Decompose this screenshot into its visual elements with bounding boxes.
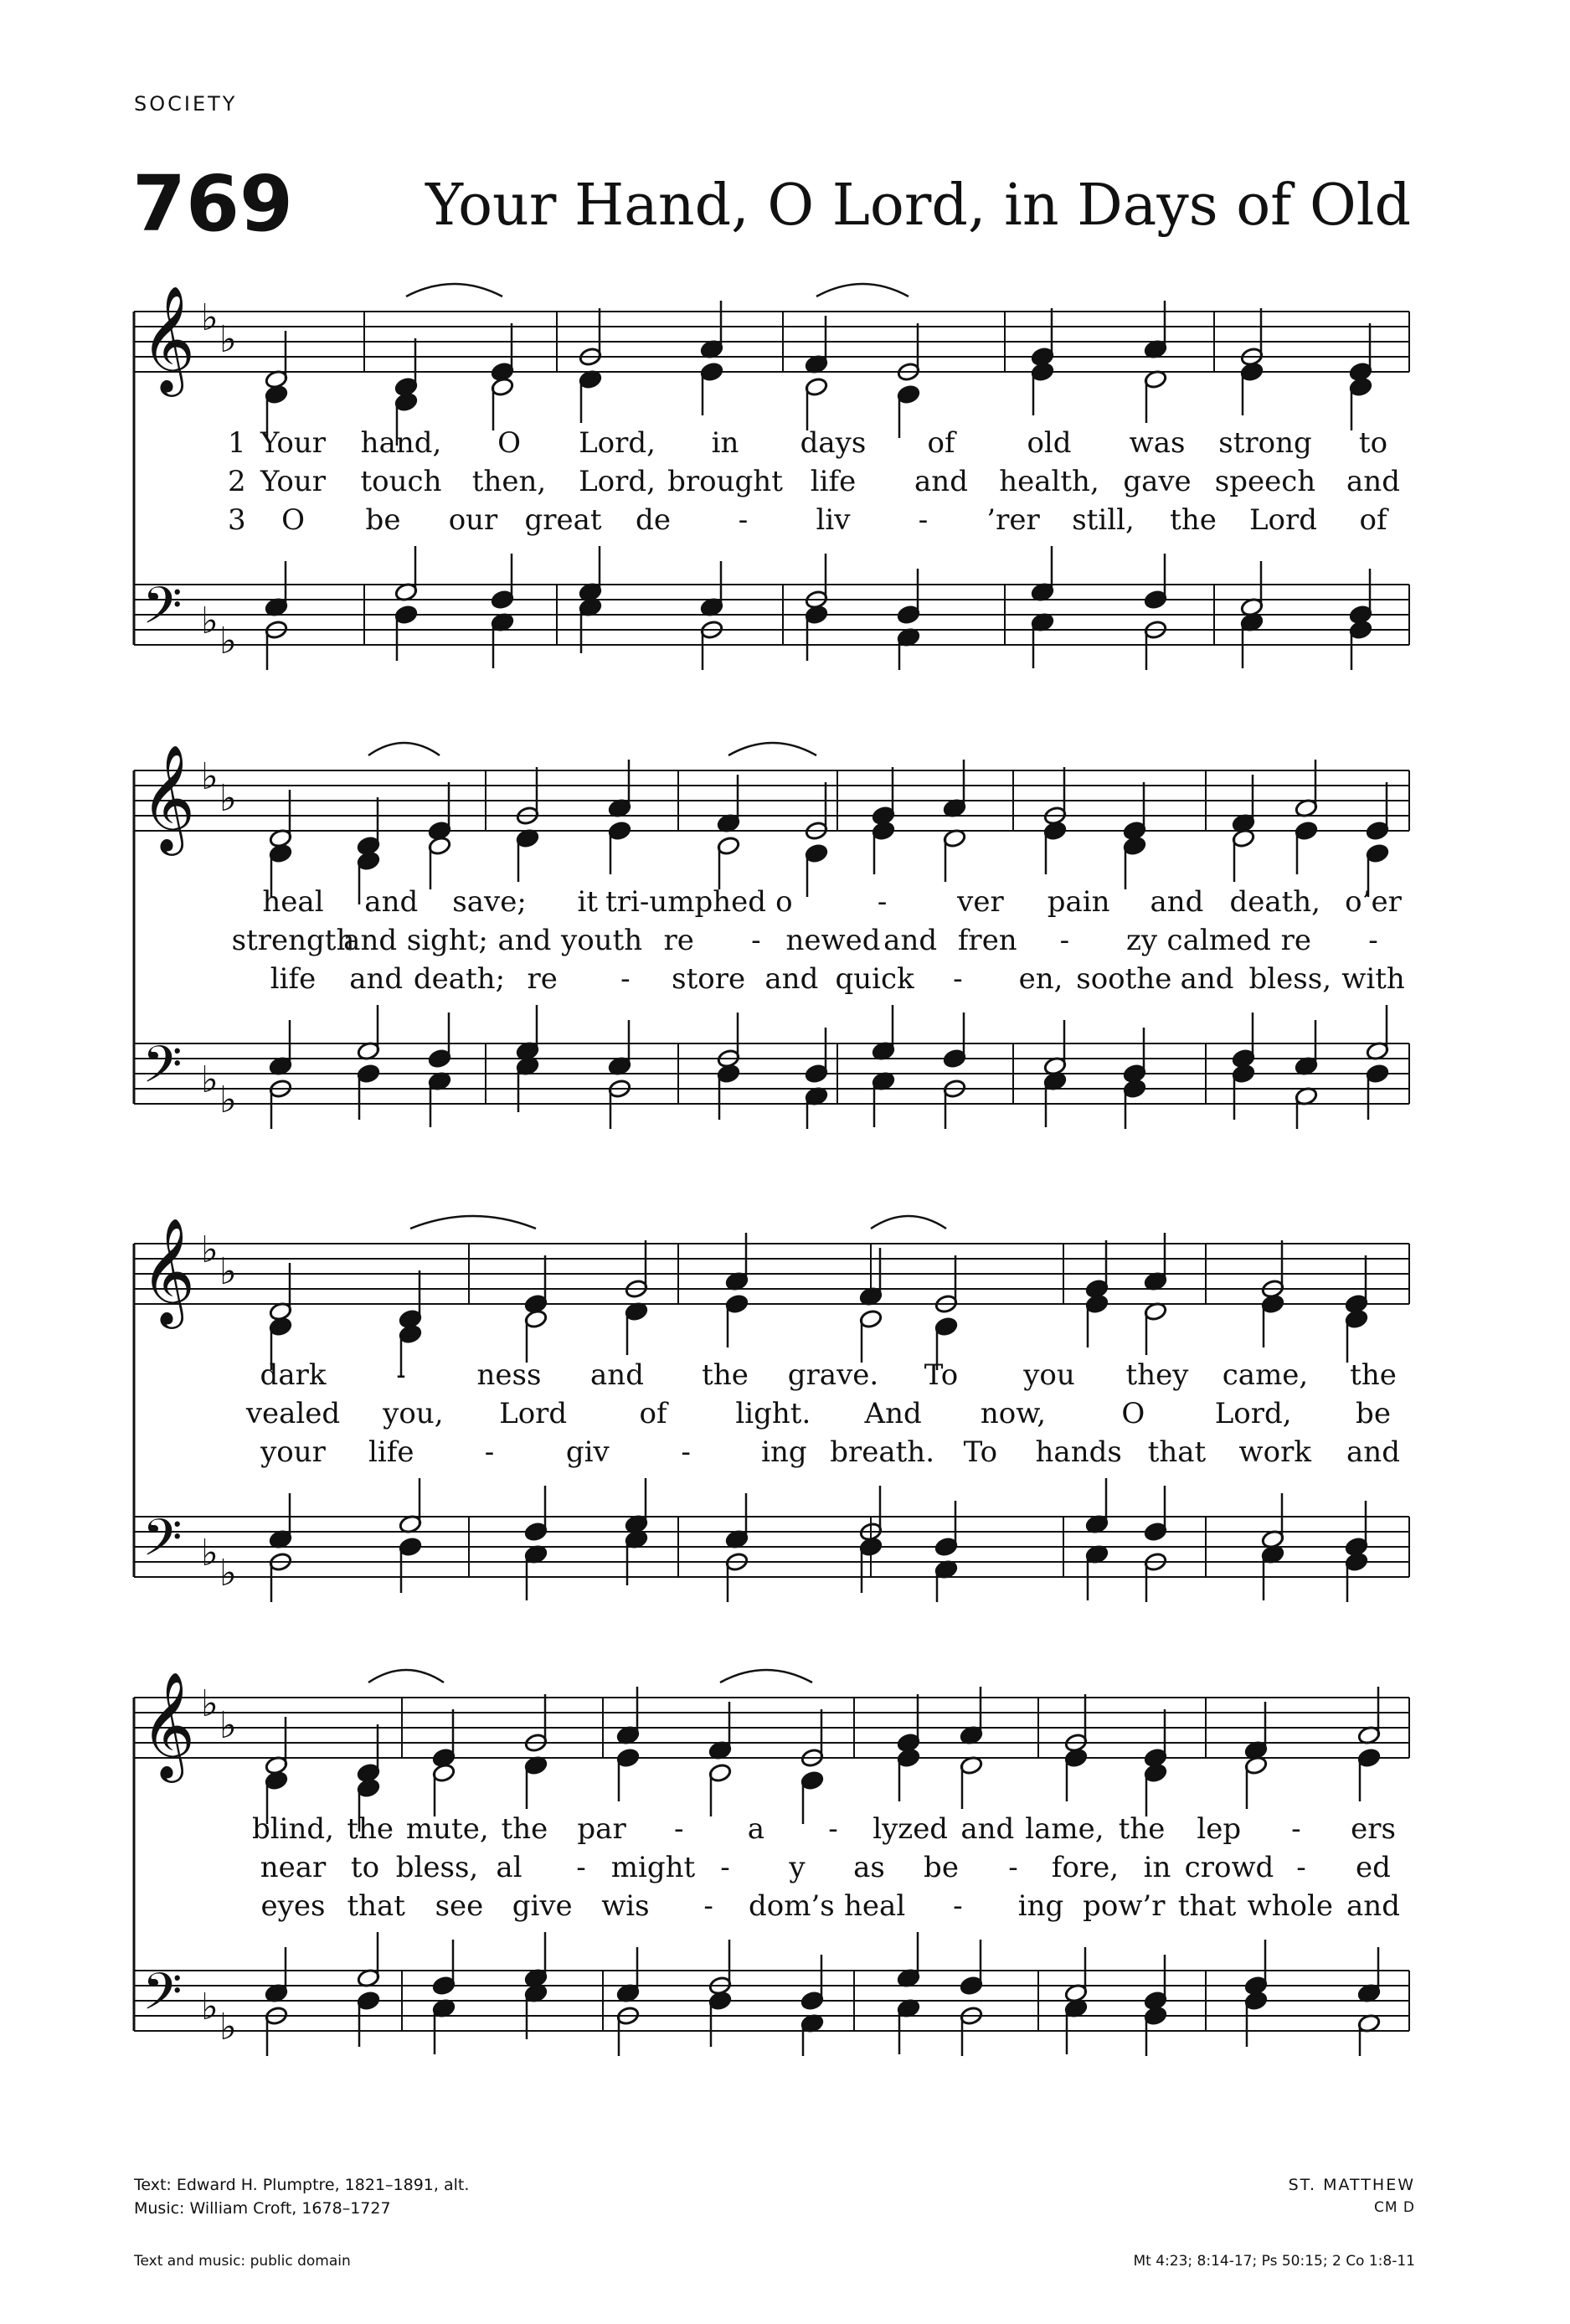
lyric-syllable: and xyxy=(914,465,968,498)
lyric-syllable: you xyxy=(1023,1358,1075,1392)
lyric-syllable: re xyxy=(527,962,558,996)
lyric-syllable: ing xyxy=(761,1435,807,1469)
lyric-syllable: blind, xyxy=(252,1812,334,1846)
lyric-syllable: life xyxy=(368,1435,414,1469)
lyric-syllable: be xyxy=(924,1851,959,1884)
lyric-syllable: still, xyxy=(1072,503,1135,537)
lyric-syllable: came, xyxy=(1222,1358,1309,1392)
lyric-syllable: near xyxy=(260,1851,327,1884)
lyric-syllable: Lord xyxy=(1248,503,1318,537)
footer-credits xyxy=(134,2174,469,2220)
lyric-syllable: in xyxy=(711,426,739,460)
lyric-syllable: with xyxy=(1341,962,1405,996)
lyric-syllable: and xyxy=(960,1812,1015,1846)
lyric-syllable: old xyxy=(1027,426,1072,460)
key-flat-icon: ♭ xyxy=(201,755,219,798)
key-flat-icon: ♭ xyxy=(219,620,237,662)
lyric-syllable: to xyxy=(1358,426,1388,460)
lyric-syllable: give xyxy=(512,1889,573,1923)
lyric-syllable: the xyxy=(1350,1358,1397,1392)
lyric-hyphen: - xyxy=(720,1851,730,1884)
lyric-syllable: and xyxy=(349,962,404,996)
hymn-title: Your Hand, O Lord, in Days of Old xyxy=(425,173,1411,239)
music-system-1 xyxy=(0,276,1570,670)
lyric-syllable: and xyxy=(497,924,552,957)
lyric-syllable: hand, xyxy=(360,426,442,460)
slur xyxy=(406,284,502,296)
lyric-syllable: Lord, xyxy=(579,465,656,498)
lyric-syllable: now, xyxy=(980,1397,1047,1430)
scripture-refs: Mt 4:23; 8:14-17; Ps 50:15; 2 Co 1:8-11 xyxy=(1133,2253,1415,2270)
lyric-syllable: you, xyxy=(383,1397,444,1430)
lyric-syllable: lame, xyxy=(1025,1812,1104,1846)
lyric-syllable: crowd xyxy=(1184,1851,1274,1884)
lyric-syllable: was xyxy=(1129,426,1186,460)
lyric-hyphen: - xyxy=(918,503,929,537)
lyric-syllable: strong xyxy=(1218,426,1312,460)
footer-tune-info xyxy=(1289,2174,1415,2218)
music-credit: Music: William Croft, 1678–1727 xyxy=(134,2198,391,2218)
slur xyxy=(728,743,816,755)
lyric-syllable: calmed xyxy=(1166,924,1271,957)
lyric-syllable: the xyxy=(1118,1812,1166,1846)
lyric-hyphen: - xyxy=(1059,924,1070,957)
lyric-syllable: might xyxy=(610,1851,696,1884)
lyric-syllable: store xyxy=(672,962,746,996)
lyric-syllable: mute, xyxy=(405,1812,489,1846)
lyric-syllable: ver xyxy=(957,885,1004,919)
lyric-syllable: the xyxy=(1170,503,1217,537)
music-system-3 xyxy=(0,1208,1570,1602)
lyric-syllable: ed xyxy=(1356,1851,1391,1884)
lyric-syllable: and xyxy=(1180,962,1234,996)
lyric-syllable: work xyxy=(1238,1435,1311,1469)
lyric-syllable: of xyxy=(1359,503,1387,537)
lyric-syllable: and xyxy=(364,885,419,919)
lyric-syllable: wis xyxy=(601,1889,650,1923)
lyric-syllable: as xyxy=(853,1851,885,1884)
lyric-syllable: and xyxy=(1346,1435,1400,1469)
lyric-syllable: lep xyxy=(1197,1812,1242,1846)
lyric-syllable: brought xyxy=(667,465,783,498)
bass-clef-icon: 𝄢 xyxy=(142,1035,183,1107)
lyric-syllable: ing xyxy=(1017,1889,1064,1923)
lyric-hyphen: - xyxy=(751,924,761,957)
verse-number: 2 xyxy=(228,465,246,498)
lyric-syllable: days xyxy=(800,426,867,460)
lyric-syllable: that xyxy=(1147,1435,1207,1469)
hymn-number: 769 xyxy=(132,159,294,249)
lyric-syllable: heal xyxy=(844,1889,906,1923)
lyric-syllable: pain xyxy=(1047,885,1110,919)
lyric-syllable: hands xyxy=(1035,1435,1122,1469)
treble-clef-icon: 𝄞 xyxy=(141,1217,196,1324)
lyric-hyphen: - xyxy=(703,1889,713,1923)
lyric-syllable: a xyxy=(747,1812,764,1846)
lyric-hyphen: - xyxy=(1291,1812,1301,1846)
lyric-syllable: be xyxy=(1356,1397,1391,1430)
lyric-syllable: And xyxy=(864,1397,922,1430)
lyric-hyphen: - xyxy=(576,1851,586,1884)
key-flat-icon: ♭ xyxy=(219,318,237,361)
treble-clef-icon: 𝄞 xyxy=(141,285,196,392)
lyric-syllable: eyes xyxy=(260,1889,326,1923)
lyric-syllable: bless, xyxy=(1248,962,1331,996)
key-flat-icon: ♭ xyxy=(201,296,219,339)
lyric-syllable: light. xyxy=(735,1397,811,1430)
lyric-syllable: y xyxy=(789,1851,806,1884)
lyric-syllable: to xyxy=(350,1851,380,1884)
bass-clef-icon: 𝄢 xyxy=(142,1962,183,2034)
lyric-syllable: fore, xyxy=(1051,1851,1120,1884)
lyric-syllable: o’er xyxy=(1345,885,1402,919)
lyric-syllable: gave xyxy=(1123,465,1192,498)
music-system-4 xyxy=(0,1662,1570,2056)
key-flat-icon: ♭ xyxy=(219,1250,237,1293)
lyric-syllable: fren xyxy=(957,924,1017,957)
lyric-hyphen: - xyxy=(673,1812,684,1846)
bass-clef-icon: 𝄢 xyxy=(142,1508,183,1580)
lyric-syllable: zy xyxy=(1126,924,1158,957)
treble-clef-icon: 𝄞 xyxy=(141,1671,196,1778)
lyric-syllable: O xyxy=(1121,1397,1145,1430)
lyric-syllable: and xyxy=(1150,885,1204,919)
lyric-syllable: death; xyxy=(413,962,506,996)
key-flat-icon: ♭ xyxy=(201,1682,219,1725)
lyric-syllable: bless, xyxy=(395,1851,479,1884)
lyric-syllable: al xyxy=(496,1851,522,1884)
lyric-syllable: grave. xyxy=(787,1358,879,1392)
lyric-syllable: save; xyxy=(452,885,527,919)
key-flat-icon: ♭ xyxy=(201,1532,219,1574)
lyric-syllable: Lord, xyxy=(579,426,656,460)
key-flat-icon: ♭ xyxy=(201,1986,219,2028)
lyric-syllable: the xyxy=(347,1812,394,1846)
lyric-hyphen: - xyxy=(877,885,888,919)
lyric-syllable: Your xyxy=(260,426,327,460)
lyric-syllable: health, xyxy=(999,465,1099,498)
lyric-syllable: ness xyxy=(476,1358,542,1392)
lyric-hyphen: - xyxy=(681,1435,691,1469)
lyric-syllable: speech xyxy=(1214,465,1316,498)
lyric-syllable: they xyxy=(1125,1358,1189,1392)
lyric-syllable: ’rer xyxy=(986,503,1040,537)
lyric-syllable: strength xyxy=(231,924,355,957)
tune-name: ST. MATTHEW xyxy=(1288,2176,1415,2194)
lyric-syllable: your xyxy=(260,1435,326,1469)
bass-clef-icon: 𝄢 xyxy=(142,576,183,648)
lyric-hyphen: - xyxy=(953,1889,963,1923)
lyric-syllable: newed xyxy=(785,924,881,957)
section-label: SOCIETY xyxy=(134,92,238,116)
lyric-syllable: it xyxy=(577,885,599,919)
key-flat-icon: ♭ xyxy=(219,1079,237,1121)
lyric-syllable: par xyxy=(577,1812,626,1846)
lyric-syllable: that xyxy=(347,1889,405,1923)
slur xyxy=(871,1216,946,1229)
lyric-syllable: of xyxy=(927,426,955,460)
lyric-syllable: sight; xyxy=(406,924,488,957)
lyric-syllable: tri-umphed xyxy=(605,885,767,919)
slur xyxy=(816,284,909,296)
slur xyxy=(368,1670,444,1682)
music-system-2 xyxy=(0,735,1570,1129)
lyric-syllable: breath. xyxy=(830,1435,935,1469)
lyric-hyphen: - xyxy=(1296,1851,1306,1884)
lyric-syllable: pow’r xyxy=(1083,1889,1166,1923)
lyric-syllable: soothe xyxy=(1076,962,1172,996)
lyric-syllable: and xyxy=(590,1358,644,1392)
lyric-syllable: ers xyxy=(1351,1812,1396,1846)
lyric-syllable: O xyxy=(497,426,521,460)
lyric-syllable: en, xyxy=(1018,962,1063,996)
lyric-syllable: of xyxy=(639,1397,667,1430)
lyric-hyphen: - xyxy=(620,962,631,996)
lyric-syllable: then, xyxy=(471,465,547,498)
lyric-hyphen: - xyxy=(953,962,963,996)
lyric-syllable: To xyxy=(924,1358,959,1392)
lyric-syllable: and xyxy=(1346,465,1400,498)
treble-clef-icon: 𝄞 xyxy=(141,744,196,851)
lyric-syllable: death, xyxy=(1229,885,1320,919)
slur xyxy=(720,1670,812,1682)
lyric-syllable: re xyxy=(663,924,694,957)
lyric-syllable: o xyxy=(775,885,793,919)
lyric-syllable: dark xyxy=(260,1358,327,1392)
key-flat-icon: ♭ xyxy=(219,2006,237,2048)
meter: CM D xyxy=(1373,2198,1415,2216)
lyric-syllable: re xyxy=(1280,924,1312,957)
lyric-syllable: be xyxy=(365,503,401,537)
lyric-syllable: see xyxy=(435,1889,484,1923)
lyric-syllable: and xyxy=(764,962,819,996)
lyric-syllable: our xyxy=(448,503,498,537)
lyric-syllable: quick xyxy=(835,962,914,996)
lyric-hyphen: - xyxy=(1368,924,1378,957)
lyric-syllable: and xyxy=(343,924,398,957)
lyric-syllable: the xyxy=(702,1358,749,1392)
lyric-syllable: heal xyxy=(262,885,324,919)
verse-number: 1 xyxy=(228,426,246,460)
slur xyxy=(410,1216,536,1229)
lyric-syllable: vealed xyxy=(245,1397,341,1430)
copyright: Text and music: public domain xyxy=(134,2253,351,2270)
lyric-syllable: Your xyxy=(260,465,327,498)
lyric-syllable: lyzed xyxy=(873,1812,949,1846)
key-flat-icon: ♭ xyxy=(219,1704,237,1747)
text-credit: Text: Edward H. Plumptre, 1821–1891, alt. xyxy=(134,2176,470,2194)
key-flat-icon: ♭ xyxy=(201,1059,219,1101)
lyric-syllable: in xyxy=(1143,1851,1171,1884)
lyric-syllable: de xyxy=(636,503,671,537)
lyric-syllable: great xyxy=(524,503,602,537)
lyric-syllable: whole xyxy=(1247,1889,1333,1923)
slur xyxy=(368,743,440,755)
lyric-syllable: Lord, xyxy=(1214,1397,1292,1430)
key-flat-icon: ♭ xyxy=(201,1229,219,1271)
lyric-hyphen: - xyxy=(396,1358,406,1392)
lyric-syllable: life xyxy=(810,465,857,498)
verse-number: 3 xyxy=(228,503,246,537)
lyric-hyphen: - xyxy=(738,503,749,537)
key-flat-icon: ♭ xyxy=(219,1552,237,1595)
lyric-syllable: life xyxy=(270,962,317,996)
lyric-syllable: youth xyxy=(560,924,643,957)
lyric-syllable: O xyxy=(281,503,305,537)
lyric-syllable: giv xyxy=(565,1435,610,1469)
lyric-hyphen: - xyxy=(484,1435,495,1469)
lyric-syllable: Lord xyxy=(499,1397,568,1430)
lyric-hyphen: - xyxy=(1008,1851,1018,1884)
lyric-syllable: dom’s xyxy=(749,1889,835,1923)
lyric-syllable: the xyxy=(501,1812,548,1846)
key-flat-icon: ♭ xyxy=(201,600,219,642)
lyric-hyphen: - xyxy=(828,1812,838,1846)
key-flat-icon: ♭ xyxy=(219,777,237,820)
staff-notation xyxy=(0,1662,1570,2056)
lyric-syllable: To xyxy=(963,1435,998,1469)
lyric-syllable: touch xyxy=(360,465,442,498)
lyric-syllable: that xyxy=(1177,1889,1237,1923)
lyric-syllable: and xyxy=(1346,1889,1400,1923)
lyric-syllable: and xyxy=(883,924,938,957)
lyric-syllable: liv xyxy=(816,503,851,537)
